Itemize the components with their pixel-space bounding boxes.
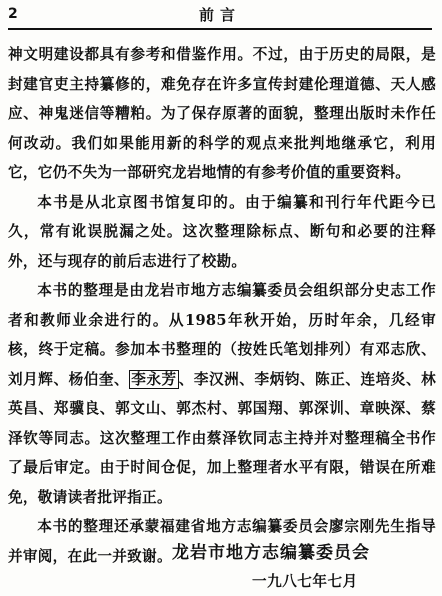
date: 一九八七年七月	[252, 573, 358, 590]
header-rule	[8, 28, 432, 30]
document-body	[8, 40, 436, 571]
page-number: 2	[8, 6, 18, 22]
paragraph-4: 本书的整理还承蒙福建省地方志编纂委员会廖宗刚先生指导并审阅，在此一并致谢。	[8, 518, 436, 565]
paragraph-2: 本书是从北京图书馆复印的。由于编纂和刊行年代距今已久，常有讹误脱漏之处。这次整理除标点、断句和必要的注释外，还与现存的前后志进行了校勘。	[8, 193, 436, 270]
paragraph-1: 神文明建设都具有参考和借鉴作用。不过，由于历史的局限，是封建官吏主持纂修的，难免存在许多宣传封建伦理道德、天人感应、神鬼迷信等糟粕。为了保存原著的面貌，整理出版时未作任何改动。我们如果能用新的科学的观点来批判地继承它，利用它，它仍不失为一部研究龙岩地情的有参考价值的重要资料。	[8, 46, 436, 181]
page-header	[8, 4, 432, 26]
paragraph-3	[8, 276, 436, 512]
signature: 龙岩市地方志编纂委员会	[172, 543, 370, 563]
boxed-name: 李永芳	[131, 370, 177, 388]
running-head: 前言	[198, 6, 241, 24]
paragraph-3-text-before: 本书的整理是由龙岩市地方志编纂委员会组织部分史志工作者和教师业余进行的。从1985年秋开始，历时年余，几经审核，终于定稿。参加本书整理的（按姓氏笔划排列）有邓志欣、刘月辉、杨伯奎、	[8, 282, 436, 388]
paragraph-3-text-after: 、李汉洲、李炳钧、陈正、连培炎、林英昌、郑骥良、郭文山、郭杰村、郭国翔、郭深训、章映深、蔡泽钦等同志。这次整理工作由蔡泽钦同志主持并对整理稿全书作了最后审定。由于时间仓促，加上整理者水平有限，错误在所难免，敬请读者批评指正。	[8, 370, 437, 506]
